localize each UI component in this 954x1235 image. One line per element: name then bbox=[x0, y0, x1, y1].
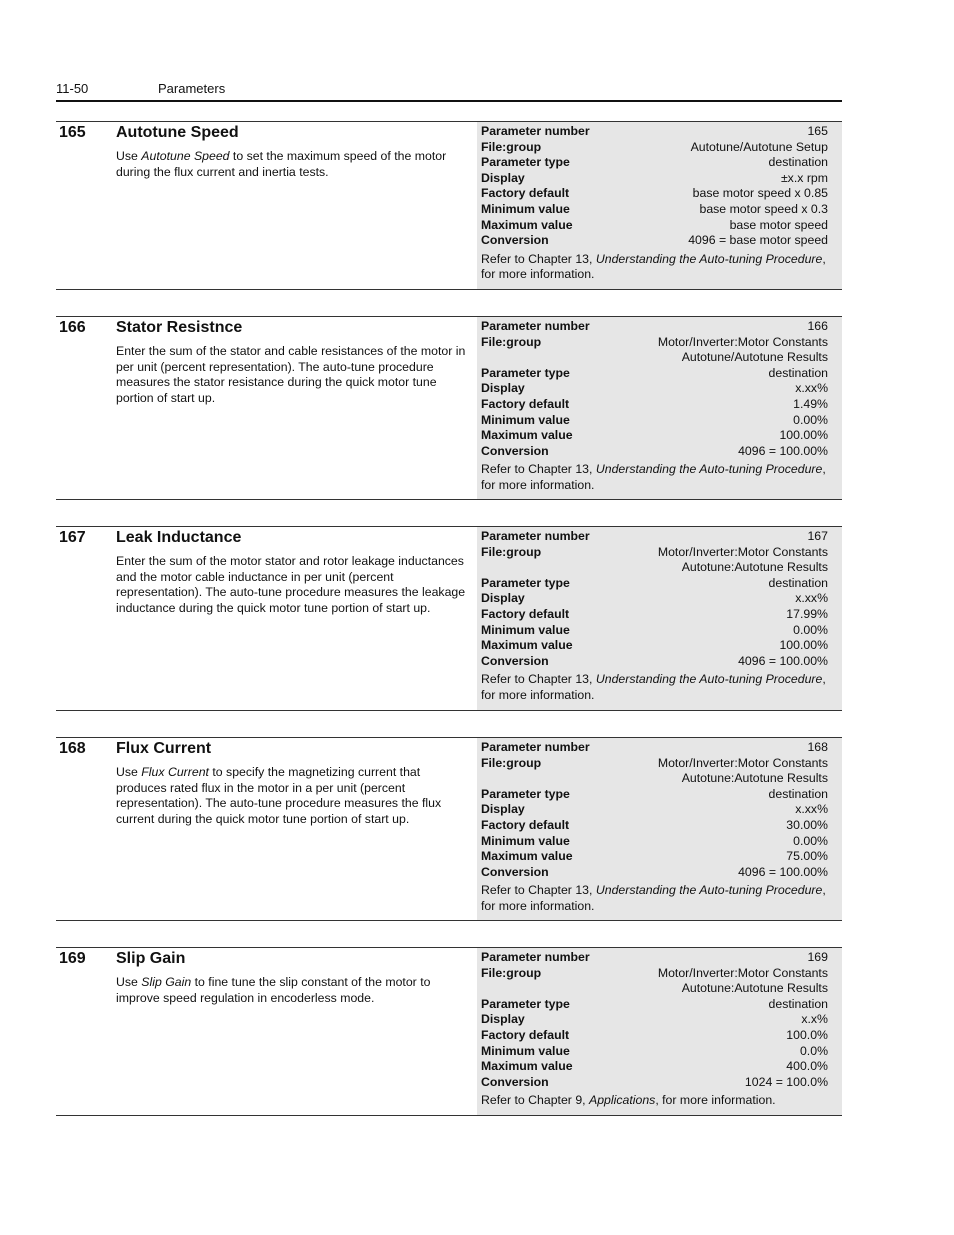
value: 4096 = 100.00% bbox=[738, 443, 828, 458]
value: Motor/Inverter:Motor Constants bbox=[657, 755, 828, 770]
parameter-number-heading: 168 bbox=[59, 740, 86, 757]
parameter-title: Slip Gain bbox=[116, 950, 186, 967]
label: Conversion bbox=[481, 1074, 549, 1089]
value: 4096 = 100.00% bbox=[738, 864, 828, 879]
label: File:group bbox=[481, 755, 542, 770]
row-factory-default bbox=[481, 818, 828, 834]
label: File:group bbox=[481, 334, 542, 349]
note-text: Refer to Chapter 13, bbox=[481, 251, 596, 266]
label: Display bbox=[481, 381, 525, 396]
parameter-block-166 bbox=[56, 316, 842, 500]
row-conversion bbox=[481, 1075, 828, 1091]
label: Factory default bbox=[481, 817, 570, 832]
note-text: , for more information. bbox=[481, 672, 826, 702]
value: 75.00% bbox=[786, 849, 828, 864]
parameter-title: Autotune Speed bbox=[116, 124, 239, 141]
parameter-block-165 bbox=[56, 121, 842, 290]
label: Maximum value bbox=[481, 428, 573, 443]
value: destination bbox=[768, 996, 828, 1011]
label: Minimum value bbox=[481, 201, 570, 216]
parameter-title: Leak Inductance bbox=[116, 529, 242, 546]
label: Parameter number bbox=[481, 950, 590, 964]
value: 30.00% bbox=[786, 817, 828, 832]
parameter-title: Stator Resistnce bbox=[116, 319, 243, 336]
label: Display bbox=[481, 802, 525, 817]
file-group-continuation: Autotune:Autotune Results bbox=[681, 981, 828, 996]
note-emphasis: Understanding the Auto-tuning Procedure bbox=[595, 251, 823, 266]
value: 169 bbox=[807, 950, 828, 964]
label: Maximum value bbox=[481, 217, 573, 232]
row-file-group bbox=[481, 335, 828, 351]
note-text: , for more information. bbox=[481, 883, 826, 913]
reference-note bbox=[481, 672, 828, 703]
desc-text: Enter the sum of the motor stator and rotor leakage inductances and the motor cable inductance in per unit (percent representation). The auto-tune procedure measures the leakage inductance during the quick motor tune portion of start up. bbox=[116, 554, 466, 615]
value: x.xx% bbox=[795, 802, 828, 817]
parameter-description bbox=[116, 149, 472, 180]
value: destination bbox=[768, 155, 828, 170]
parameter-number-heading: 165 bbox=[59, 124, 86, 141]
row-maximum-value bbox=[481, 638, 828, 654]
value: x.xx% bbox=[795, 591, 828, 606]
row-minimum-value bbox=[481, 623, 828, 639]
note-emphasis: Understanding the Auto-tuning Procedure bbox=[595, 462, 823, 477]
row-maximum-value bbox=[481, 1059, 828, 1075]
row-factory-default bbox=[481, 607, 828, 623]
desc-text: Use bbox=[116, 765, 142, 779]
label: File:group bbox=[481, 965, 542, 980]
file-group-continuation: Autotune/Autotune Results bbox=[681, 350, 828, 365]
note-emphasis: Applications bbox=[589, 1093, 656, 1108]
value: 1.49% bbox=[793, 396, 828, 411]
parameter-description bbox=[116, 975, 472, 1006]
row-minimum-value bbox=[481, 1044, 828, 1060]
row-file-group bbox=[481, 140, 828, 156]
value: x.x% bbox=[801, 1012, 828, 1027]
value: 400.0% bbox=[786, 1059, 828, 1074]
value: 0.00% bbox=[793, 622, 828, 637]
label: Parameter number bbox=[481, 319, 590, 333]
note-text: Refer to Chapter 9, bbox=[481, 1093, 589, 1108]
row-minimum-value bbox=[481, 413, 828, 429]
label: File:group bbox=[481, 544, 542, 559]
parameter-info-box bbox=[477, 948, 842, 1115]
value: Autotune/Autotune Setup bbox=[690, 139, 828, 154]
value: 4096 = base motor speed bbox=[688, 233, 828, 248]
parameter-block-169 bbox=[56, 947, 842, 1116]
value: x.xx% bbox=[795, 381, 828, 396]
page-header bbox=[56, 80, 842, 102]
row-parameter-type bbox=[481, 366, 828, 382]
label: Display bbox=[481, 1012, 525, 1027]
row-minimum-value bbox=[481, 202, 828, 218]
row-parameter-number bbox=[481, 740, 828, 756]
desc-text: to fine tune the slip constant of the motor to improve speed regulation in encoderless mode. bbox=[116, 975, 431, 1005]
row-factory-default bbox=[481, 1028, 828, 1044]
reference-note bbox=[481, 883, 828, 914]
parameter-block-167 bbox=[56, 526, 842, 711]
note-emphasis: Understanding the Auto-tuning Procedure bbox=[595, 883, 823, 898]
row-parameter-type bbox=[481, 155, 828, 171]
value: 4096 = 100.00% bbox=[738, 653, 828, 668]
value: 0.00% bbox=[793, 412, 828, 427]
row-parameter-number bbox=[481, 124, 828, 140]
value: 0.0% bbox=[799, 1043, 828, 1058]
note-text: , for more information. bbox=[481, 462, 826, 492]
label: Parameter type bbox=[481, 996, 570, 1011]
value: 0.00% bbox=[793, 833, 828, 848]
row-factory-default bbox=[481, 186, 828, 202]
parameter-number-heading: 167 bbox=[59, 529, 86, 546]
parameter-number-heading: 169 bbox=[59, 950, 86, 967]
label: Minimum value bbox=[481, 622, 570, 637]
label: Parameter type bbox=[481, 365, 570, 380]
row-display bbox=[481, 591, 828, 607]
parameter-description bbox=[116, 554, 472, 616]
row-display bbox=[481, 1012, 828, 1028]
value: base motor speed x 0.3 bbox=[699, 201, 828, 216]
note-text: , for more information. bbox=[481, 251, 826, 282]
label: Parameter number bbox=[481, 124, 590, 138]
desc-text: Enter the sum of the stator and cable resistances of the motor in per unit (percent representation). The auto-tune procedure measures the stator resistance during the quick motor tune portion of start up. bbox=[116, 344, 466, 405]
row-minimum-value bbox=[481, 834, 828, 850]
row-display bbox=[481, 802, 828, 818]
value: Motor/Inverter:Motor Constants bbox=[657, 544, 828, 559]
label: Minimum value bbox=[481, 1043, 570, 1058]
label: Parameter number bbox=[481, 740, 590, 754]
label: Factory default bbox=[481, 396, 570, 411]
row-parameter-number bbox=[481, 529, 828, 545]
label: Maximum value bbox=[481, 1059, 573, 1074]
row-conversion bbox=[481, 654, 828, 670]
value: destination bbox=[768, 786, 828, 801]
row-conversion bbox=[481, 444, 828, 460]
parameter-block-168 bbox=[56, 737, 842, 921]
reference-note bbox=[481, 252, 828, 283]
row-file-group bbox=[481, 545, 828, 561]
row-file-group bbox=[481, 966, 828, 982]
parameter-info-box bbox=[477, 738, 842, 920]
desc-text: Use bbox=[116, 975, 142, 989]
value: Motor/Inverter:Motor Constants bbox=[657, 334, 828, 349]
parameter-info-box bbox=[477, 122, 842, 289]
value: 168 bbox=[807, 740, 828, 754]
label: Conversion bbox=[481, 233, 549, 248]
label: Maximum value bbox=[481, 849, 573, 864]
label: Display bbox=[481, 591, 525, 606]
value: 17.99% bbox=[786, 606, 828, 621]
row-parameter-number bbox=[481, 319, 828, 335]
page-number: 11-50 bbox=[56, 81, 89, 96]
reference-note bbox=[481, 1093, 828, 1109]
label: Parameter type bbox=[481, 575, 570, 590]
label: Conversion bbox=[481, 653, 549, 668]
label: Conversion bbox=[481, 864, 549, 879]
value: 165 bbox=[807, 124, 828, 138]
row-parameter-type bbox=[481, 787, 828, 803]
label: Parameter type bbox=[481, 786, 570, 801]
value: 1024 = 100.0% bbox=[744, 1074, 828, 1089]
section-title: Parameters bbox=[158, 81, 226, 96]
row-maximum-value bbox=[481, 428, 828, 444]
file-group-continuation: Autotune:Autotune Results bbox=[681, 771, 828, 786]
value: Motor/Inverter:Motor Constants bbox=[657, 965, 828, 980]
row-parameter-number bbox=[481, 950, 828, 966]
label: Minimum value bbox=[481, 833, 570, 848]
value: 100.00% bbox=[779, 428, 828, 443]
label: Display bbox=[481, 170, 525, 185]
note-text: , for more information. bbox=[655, 1093, 776, 1108]
note-emphasis: Understanding the Auto-tuning Procedure bbox=[595, 672, 823, 687]
label: Minimum value bbox=[481, 412, 570, 427]
label: Parameter number bbox=[481, 529, 590, 543]
value: destination bbox=[768, 365, 828, 380]
note-text: Refer to Chapter 13, bbox=[481, 672, 596, 687]
file-group-continuation: Autotune:Autotune Results bbox=[681, 560, 828, 575]
desc-text: to set the maximum speed of the motor during the flux current and inertia tests. bbox=[116, 149, 447, 179]
label: Factory default bbox=[481, 606, 570, 621]
label: Conversion bbox=[481, 443, 549, 458]
label: Maximum value bbox=[481, 638, 573, 653]
label: Factory default bbox=[481, 186, 570, 201]
reference-note bbox=[481, 462, 828, 493]
value: ±x.x rpm bbox=[780, 170, 828, 185]
value: base motor speed x 0.85 bbox=[692, 186, 828, 201]
row-file-group bbox=[481, 756, 828, 772]
desc-emphasis: Slip Gain bbox=[141, 975, 192, 989]
value: destination bbox=[768, 575, 828, 590]
label: File:group bbox=[481, 139, 542, 154]
parameter-description bbox=[116, 344, 472, 406]
parameter-info-box bbox=[477, 527, 842, 710]
row-parameter-type bbox=[481, 997, 828, 1013]
note-text: Refer to Chapter 13, bbox=[481, 883, 596, 898]
label: Parameter type bbox=[481, 155, 570, 170]
row-maximum-value bbox=[481, 218, 828, 234]
parameter-info-box bbox=[477, 317, 842, 499]
row-maximum-value bbox=[481, 849, 828, 865]
row-conversion bbox=[481, 233, 828, 249]
value: 100.00% bbox=[779, 638, 828, 653]
parameter-number-heading: 166 bbox=[59, 319, 86, 336]
note-text: Refer to Chapter 13, bbox=[481, 462, 596, 477]
desc-text: Use bbox=[116, 149, 142, 163]
value: 166 bbox=[807, 319, 828, 333]
parameter-title: Flux Current bbox=[116, 740, 212, 757]
value: 167 bbox=[807, 529, 828, 543]
row-conversion bbox=[481, 865, 828, 881]
parameter-description bbox=[116, 765, 472, 827]
row-parameter-type bbox=[481, 576, 828, 592]
row-factory-default bbox=[481, 397, 828, 413]
value: 100.0% bbox=[786, 1027, 828, 1042]
desc-emphasis: Autotune Speed bbox=[141, 149, 230, 163]
row-display bbox=[481, 171, 828, 187]
desc-emphasis: Flux Current bbox=[141, 765, 209, 779]
value: base motor speed bbox=[729, 217, 828, 232]
desc-text: to specify the magnetizing current that produces rated flux in the motor in a per unit (percent representation). The auto-tune procedure measures the flux current during the quick motor tune portion of start up. bbox=[116, 765, 442, 826]
row-display bbox=[481, 381, 828, 397]
label: Factory default bbox=[481, 1027, 570, 1042]
